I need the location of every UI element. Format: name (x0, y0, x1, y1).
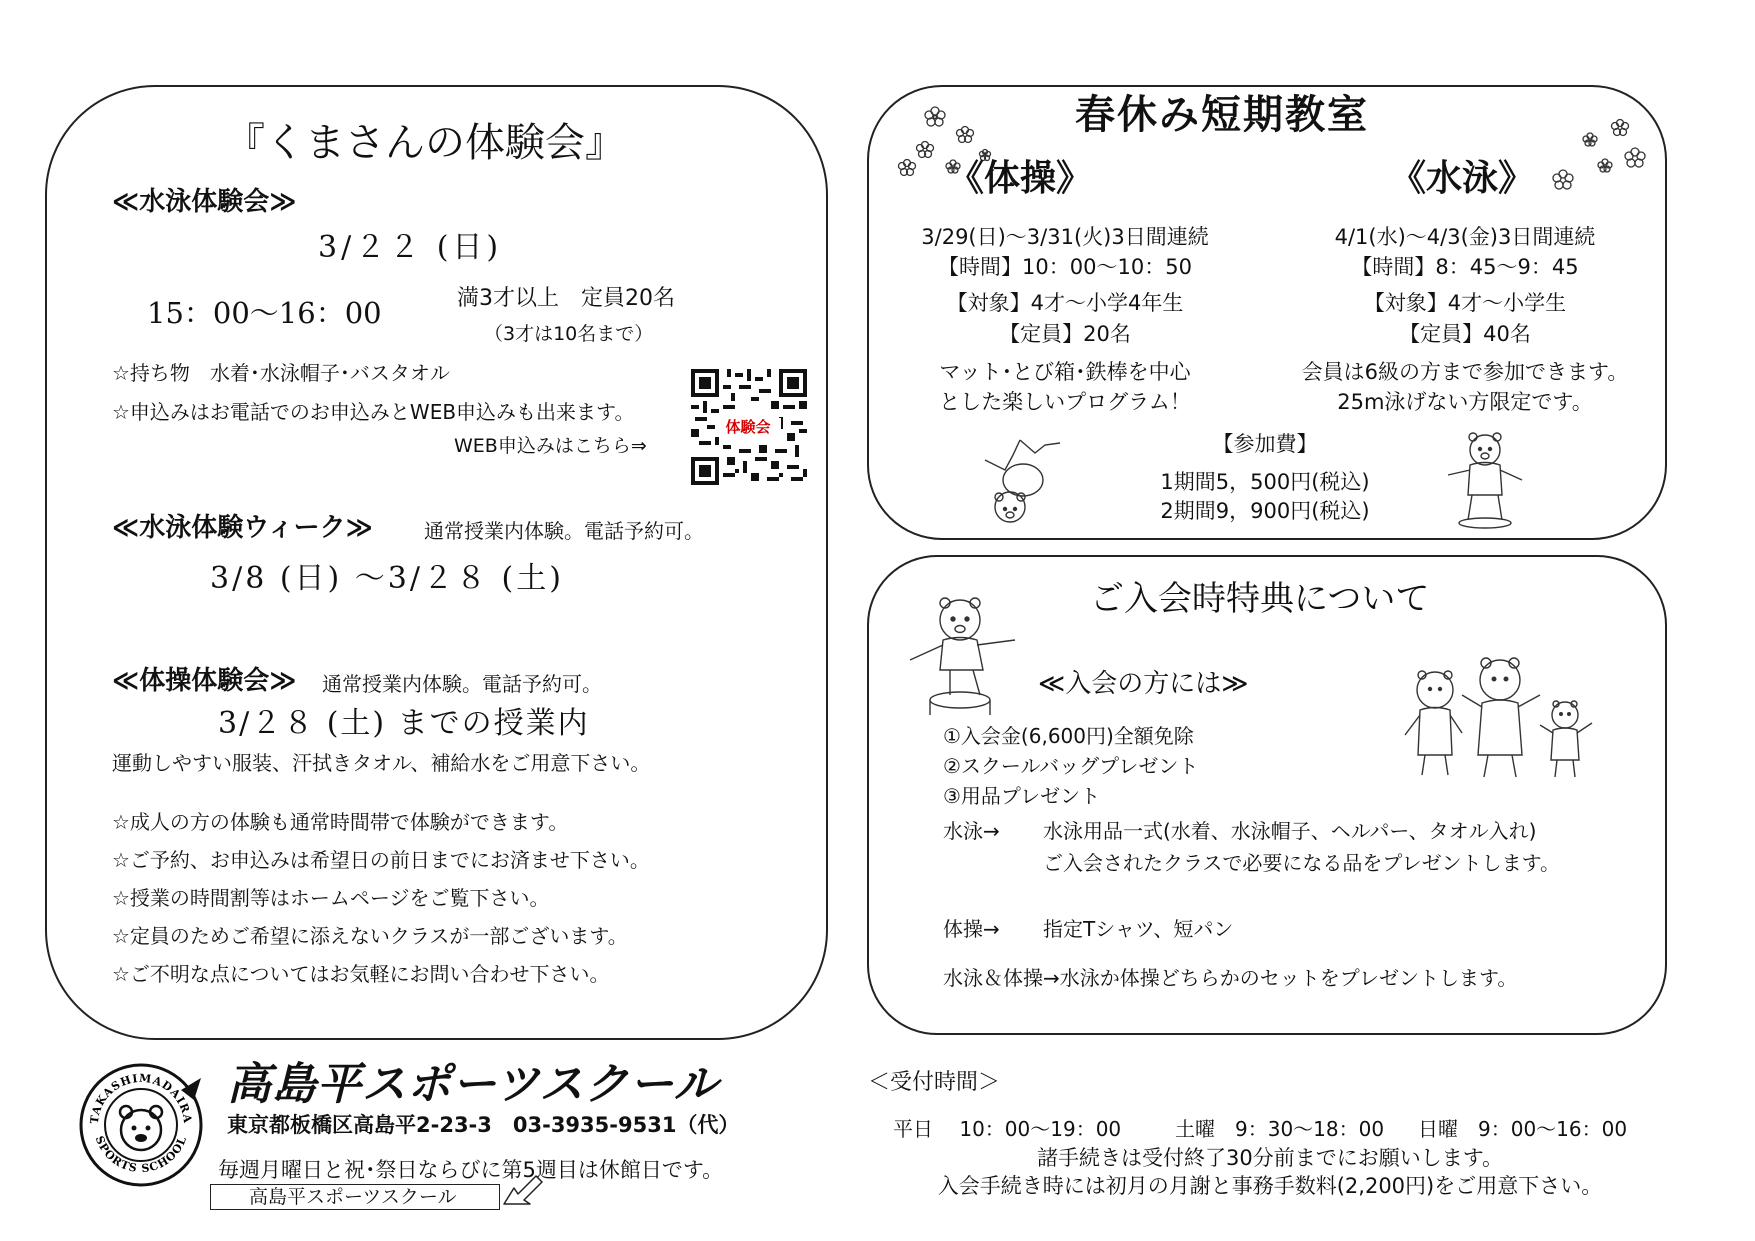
bear-standing-icon (1440, 425, 1530, 530)
closed-days: 毎週月曜日と祝･祭日ならびに第5週目は休館日です。 (218, 1158, 724, 1182)
swim-dates: 4/1(水)～4/3(金)3日間連続 (1334, 225, 1596, 249)
swim-trial-items: ☆持ち物 水着･水泳帽子･バスタオル (112, 361, 450, 385)
bear-family-icon (1400, 655, 1600, 785)
gym-capacity: 【定員】20名 (999, 322, 1131, 346)
fee-heading: 【参加費】 (1212, 432, 1318, 456)
gym-benefit-text: 指定Tシャツ、短パン (1043, 917, 1234, 941)
web-apply-link[interactable]: WEB申込みはこちら⇒ (454, 435, 647, 457)
swim-heading: 《水泳》 (1390, 158, 1535, 199)
gym-target: 【対象】4才～小学4年生 (946, 291, 1184, 315)
reception-saturday: 土曜 9：30～18：00 (1175, 1117, 1385, 1141)
gym-time: 【時間】10：00～10：50 (938, 255, 1192, 279)
note-timetable: ☆授業の時間割等はホームページをご覧下さい。 (112, 886, 550, 910)
note-adult: ☆成人の方の体験も通常時間帯で体験ができます。 (112, 810, 569, 834)
spring-class-title: 春休み短期教室 (1075, 92, 1369, 138)
fee-two-terms: 2期間9，900円(税込) (1160, 499, 1370, 523)
trial-title: 『くまさんの体験会』 (225, 120, 625, 166)
swim-trial-eligibility-note: （3才は10名まで） (484, 323, 654, 345)
reception-heading: ＜受付時間＞ (868, 1070, 1001, 1095)
fee-note: 入会手続き時には初月の月謝と事務手数料(2,200円)をご用意下さい。 (937, 1174, 1603, 1198)
swim-week-date: 3/8 (日) 〜3/２８ (土) (210, 561, 564, 596)
qr-code-label: 体験会 (715, 418, 781, 436)
school-logo-icon (76, 1060, 206, 1190)
note-reservation: ☆ご予約、お申込みは希望日の前日までにお済ませ下さい。 (112, 848, 650, 872)
swim-desc-1: 会員は6級の方まで参加できます。 (1301, 360, 1629, 384)
gym-trial-heading: ≪体操体験会≫ (112, 666, 297, 696)
swim-trial-eligibility: 満3才以上 定員20名 (457, 286, 675, 311)
benefits-title: ご入会時特典について (1090, 579, 1430, 619)
benefit-entry-fee: ①入会金(6,600円)全額免除 (943, 724, 1194, 748)
procedure-note: 諸手続きは受付終了30分前までにお願いします。 (1036, 1146, 1504, 1170)
reception-weekday: 平日 10：00～19：00 (893, 1117, 1122, 1141)
gym-dates: 3/29(日)～3/31(火)3日間連続 (921, 225, 1209, 249)
benefits-subheading: ≪入会の方には≫ (1038, 669, 1249, 699)
gym-trial-date: 3/２８ (土) までの授業内 (218, 706, 590, 741)
swim-benefit-label: 水泳→ (943, 819, 1000, 843)
gym-benefit-label: 体操→ (943, 917, 1000, 941)
gym-heading: 《体操》 (948, 158, 1093, 199)
swim-trial-date: 3/２２ (日) (318, 230, 503, 265)
bear-stump-icon (905, 585, 1035, 720)
gym-trial-note: 通常授業内体験。電話予約可。 (322, 672, 602, 696)
both-benefit-text: 水泳＆体操→水泳か体操どちらかのセットをプレゼントします。 (943, 966, 1518, 990)
swim-target: 【対象】4才～小学生 (1363, 291, 1567, 315)
flower-decoration-icon (1545, 118, 1655, 198)
benefit-school-bag: ②スクールバッグプレゼント (943, 754, 1199, 778)
swim-desc-2: 25m泳げない方限定です。 (1337, 390, 1593, 414)
reception-sunday: 日曜 9：00～16：00 (1418, 1117, 1628, 1141)
logo-ring-top: TAKASHIMADAIRA (87, 1071, 195, 1125)
bear-cartwheel-icon (975, 435, 1070, 530)
benefit-supplies: ③用品プレゼント (943, 784, 1101, 808)
gym-trial-clothing: 運動しやすい服装、汗拭きタオル、補給水をご用意下さい。 (112, 751, 651, 775)
swim-capacity: 【定員】40名 (1399, 322, 1531, 346)
gym-desc-2: とした楽しいプログラム！ (939, 390, 1191, 414)
school-name: 高島平スポーツスクール (227, 1059, 719, 1110)
swim-week-note: 通常授業内体験。電話予約可。 (424, 519, 704, 543)
note-capacity: ☆定員のためご希望に添えないクラスが一部ございます。 (112, 924, 628, 948)
fee-one-term: 1期間5，500円(税込) (1160, 470, 1370, 494)
search-box[interactable] (210, 1184, 500, 1210)
gym-desc-1: マット･とび箱･鉄棒を中心 (939, 360, 1191, 384)
swim-benefit-text-2: ご入会されたクラスで必要になる品をプレゼントします。 (1043, 851, 1560, 875)
note-questions: ☆ご不明な点についてはお気軽にお問い合わせ下さい。 (112, 962, 610, 986)
swim-benefit-text-1: 水泳用品一式(水着、水泳帽子、ヘルパー、タオル入れ) (1043, 819, 1537, 843)
search-box-text: 高島平スポーツスクール (249, 1186, 457, 1208)
swim-trial-heading: ≪水泳体験会≫ (112, 187, 297, 217)
swim-trial-apply: ☆申込みはお電話でのお申込みとWEB申込みも出来ます。 (112, 400, 635, 424)
swim-week-heading: ≪水泳体験ウィーク≫ (112, 513, 373, 543)
pointer-cursor-icon (500, 1170, 545, 1210)
logo-ring-bottom: SPORTS SCHOOL (92, 1134, 190, 1176)
swim-time: 【時間】8：45～9：45 (1351, 255, 1579, 279)
school-address: 東京都板橋区高島平2-23-3 03-3935-9531（代） (227, 1113, 740, 1137)
swim-trial-time: 15：00〜16：00 (147, 296, 382, 330)
